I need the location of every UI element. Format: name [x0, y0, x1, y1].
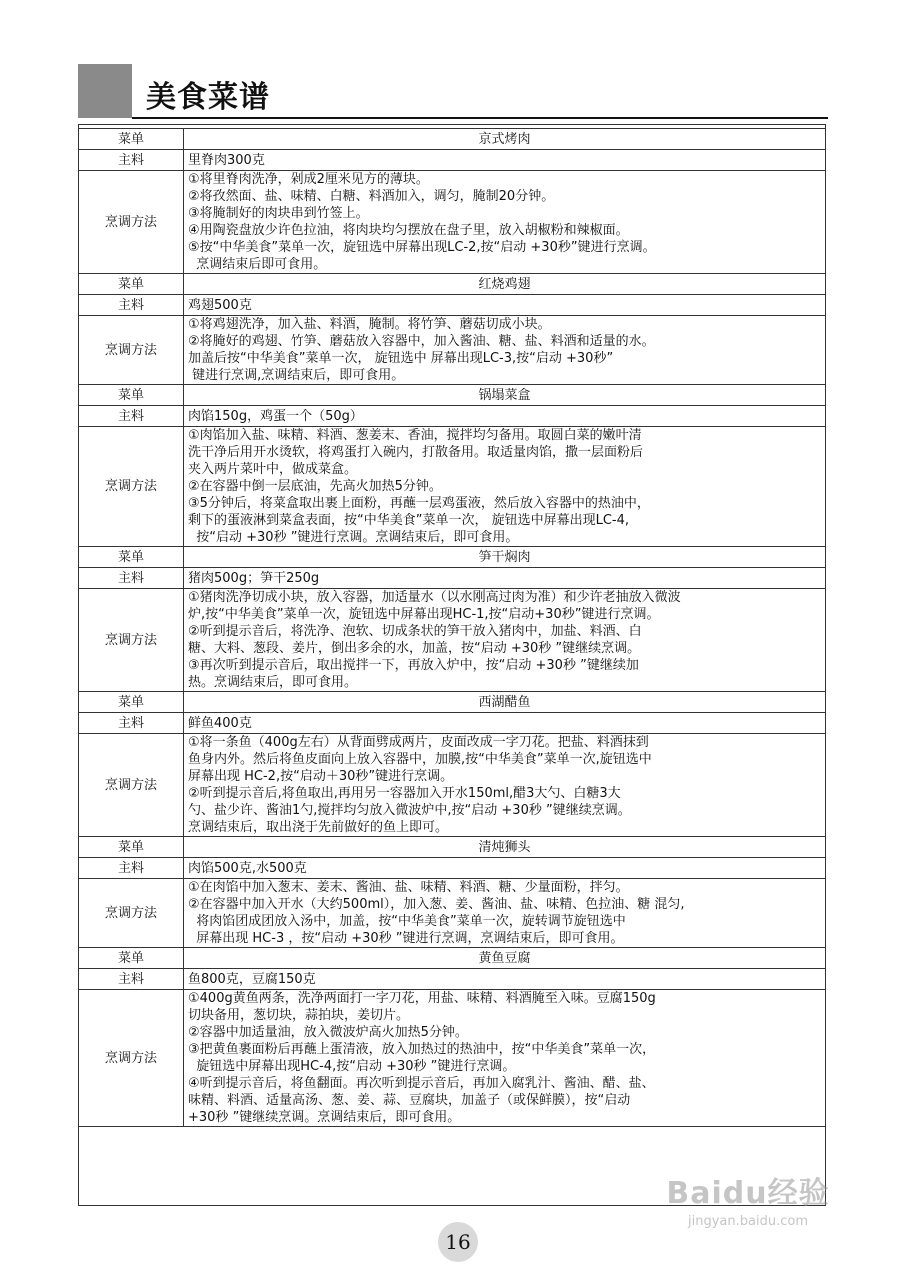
recipe-name: 京式烤肉	[184, 129, 826, 150]
main-ingredient-value: 里脊肉300克	[184, 150, 826, 171]
method-step-line: 将肉馅团成团放入汤中，加盖，按“中华美食”菜单一次，旋转调节旋钮选中	[188, 914, 626, 929]
method-step-line: 键进行烹调,烹调结束后，即可食用。	[188, 368, 405, 383]
main-ingredient-value: 鱼800克，豆腐150克	[184, 969, 826, 990]
method-label: 烹调方法	[79, 589, 184, 692]
method-steps	[184, 734, 826, 837]
method-step-line: ①将里脊肉洗净，剁成2厘米见方的薄块。	[188, 172, 429, 187]
main-ingredient-label: 主料	[79, 568, 184, 589]
recipe-name-row	[79, 129, 826, 150]
dish-label: 菜单	[79, 385, 184, 406]
recipe-main-row	[79, 969, 826, 990]
method-step-line: 按“启动 +30秒 ”键进行烹调。烹调结束后，即可食用。	[188, 530, 519, 545]
method-step-line: ④听到提示音后，将鱼翻面。再次听到提示音后，再加入腐乳汁、酱油、醋、盐、	[188, 1076, 655, 1091]
method-step-line: ③再次听到提示音后，取出搅拌一下，再放入炉中，按“启动 +30秒 ”键继续加	[188, 658, 639, 673]
recipe-method-row	[79, 589, 826, 692]
method-steps	[184, 171, 826, 274]
recipe-main-row	[79, 858, 826, 879]
recipe-table	[78, 128, 826, 1127]
recipe-main-row	[79, 568, 826, 589]
recipe-name: 西湖醋鱼	[184, 692, 826, 713]
method-step-line: ②听到提示音后,将鱼取出,再用另一容器加入开水150ml,醋3大勺、白糖3大	[188, 786, 621, 801]
watermark-url: jingyan.baidu.com	[688, 1214, 808, 1229]
method-label: 烹调方法	[79, 879, 184, 948]
page-number: 16	[438, 1222, 478, 1262]
recipe-name: 红烧鸡翅	[184, 274, 826, 295]
method-label: 烹调方法	[79, 427, 184, 547]
dish-label: 菜单	[79, 129, 184, 150]
method-step-line: +30秒 ”键继续烹调。烹调结束后，即可食用。	[188, 1110, 461, 1125]
main-ingredient-label: 主料	[79, 150, 184, 171]
method-label: 烹调方法	[79, 316, 184, 385]
method-step-line: 屏幕出现 HC-2,按“启动＋30秒”键进行烹调。	[188, 769, 454, 784]
page-header	[78, 64, 828, 120]
recipe-name-row	[79, 547, 826, 568]
dish-label: 菜单	[79, 547, 184, 568]
header-accent-block	[78, 64, 132, 118]
main-ingredient-label: 主料	[79, 713, 184, 734]
method-step-line: ⑤按“中华美食”菜单一次，旋钮选中屏幕出现LC-2,按“启动 +30秒”键进行烹调。	[188, 240, 656, 255]
method-label: 烹调方法	[79, 734, 184, 837]
main-ingredient-value: 鸡翅500克	[184, 295, 826, 316]
main-ingredient-label: 主料	[79, 969, 184, 990]
recipe-name-row	[79, 274, 826, 295]
main-ingredient-label: 主料	[79, 295, 184, 316]
method-step-line: 洗干净后用开水烫软，将鸡蛋打入碗内，打散备用。取适量肉馅，撒一层面粉后	[188, 445, 644, 460]
method-step-line: ①肉馅加入盐、味精、料酒、葱姜末、香油，搅拌均匀备用。取圆白菜的嫩叶清	[188, 428, 642, 443]
main-ingredient-label: 主料	[79, 406, 184, 427]
recipe-main-row	[79, 713, 826, 734]
recipe-main-row	[79, 150, 826, 171]
method-label: 烹调方法	[79, 990, 184, 1127]
method-step-line: ③5分钟后，将菜盒取出裹上面粉，再蘸一层鸡蛋液，然后放入容器中的热油中，	[188, 496, 650, 511]
method-step-line: ①400g黄鱼两条，洗净两面打一字刀花，用盐、味精、料酒腌至入味。豆腐150g	[188, 991, 656, 1006]
dish-label: 菜单	[79, 837, 184, 858]
method-step-line: ②在容器中加入开水（大约500ml），加入葱、姜、酱油、盐、味精、色拉油、糖 混匀,	[188, 897, 685, 912]
method-steps	[184, 990, 826, 1127]
method-step-line: ②容器中加适量油，放入微波炉高火加热5分钟。	[188, 1025, 468, 1040]
method-step-line: ①在肉馅中加入葱末、姜末、酱油、盐、味精、料酒、糖、少量面粉，拌匀。	[188, 880, 629, 895]
recipe-name-row	[79, 948, 826, 969]
main-ingredient-label: 主料	[79, 858, 184, 879]
method-step-line: 炉,按“中华美食”菜单一次，旋钮选中屏幕出现HC-1,按“启动+30秒”键进行烹调。	[188, 607, 660, 622]
method-step-line: ②将孜然面、盐、味精、白糖、料酒加入，调匀，腌制20分钟。	[188, 189, 555, 204]
method-step-line: ②在容器中倒一层底油，先高火加热5分钟。	[188, 479, 442, 494]
method-step-line: ②将腌好的鸡翅、竹笋、蘑菇放入容器中，加入酱油、糖、盐、料酒和适量的水。	[188, 334, 655, 349]
method-step-line: 旋钮选中屏幕出现HC-4,按“启动 +30秒 ”键进行烹调。	[188, 1059, 516, 1074]
recipe-method-row	[79, 990, 826, 1127]
recipe-method-row	[79, 879, 826, 948]
method-step-line: ④用陶瓷盘放少许色拉油，将肉块均匀摆放在盘子里，放入胡椒粉和辣椒面。	[188, 223, 629, 238]
method-step-line: ①将鸡翅洗净，加入盐、料酒，腌制。将竹笋、蘑菇切成小块。	[188, 317, 551, 332]
recipe-name-row	[79, 385, 826, 406]
recipe-method-row	[79, 427, 826, 547]
header-rule	[132, 117, 828, 119]
watermark-brand: Baidu经验	[666, 1176, 830, 1211]
method-step-line: 剩下的蛋液淋到菜盒表面，按“中华美食”菜单一次， 旋钮选中屏幕出现LC-4,	[188, 513, 630, 528]
main-ingredient-value: 鲜鱼400克	[184, 713, 826, 734]
method-steps	[184, 316, 826, 385]
method-step-line: ③把黄鱼裹面粉后再蘸上蛋清液，放入加热过的热油中，按“中华美食”菜单一次，	[188, 1042, 656, 1057]
method-steps	[184, 589, 826, 692]
method-step-line: 烹调结束后即可食用。	[188, 257, 327, 272]
method-steps	[184, 879, 826, 948]
method-step-line: ①猪肉洗净切成小块，放入容器，加适量水（以水刚高过肉为准）和少许老抽放入微波	[188, 590, 681, 605]
method-step-line: 味精、料酒、适量高汤、葱、姜、蒜、豆腐块，加盖子（或保鲜膜），按“启动	[188, 1093, 631, 1108]
recipe-name-row	[79, 692, 826, 713]
recipe-method-row	[79, 734, 826, 837]
recipe-name: 笋干焖肉	[184, 547, 826, 568]
recipe-name: 锅塌菜盒	[184, 385, 826, 406]
method-step-line: 鱼身内外。然后将鱼皮面向上放入容器中，加膜,按“中华美食”菜单一次,旋钮选中	[188, 752, 652, 767]
method-step-line: 糖、大料、葱段、姜片，倒出多余的水，加盖，按“启动 +30秒 ”键继续烹调。	[188, 641, 641, 656]
method-step-line: 夹入两片菜叶中，做成菜盒。	[188, 462, 358, 477]
dish-label: 菜单	[79, 948, 184, 969]
recipe-name-row	[79, 837, 826, 858]
recipe-method-row	[79, 316, 826, 385]
method-step-line: 热。烹调结束后，即可食用。	[188, 675, 358, 690]
method-step-line: ①将一条鱼（400g左右）从背面劈成两片，皮面改成一字刀花。把盐、料酒抹到	[188, 735, 649, 750]
method-step-line: ②听到提示音后，将洗净、泡软、切成条状的笋干放入猪肉中，加盐、料酒、白	[188, 624, 642, 639]
method-step-line: 加盖后按“中华美食”菜单一次， 旋钮选中 屏幕出现LC-3,按“启动 +30秒”	[188, 351, 614, 366]
dish-label: 菜单	[79, 692, 184, 713]
method-step-line: 烹调结束后，取出浇于先前做好的鱼上即可。	[188, 820, 449, 835]
recipe-name: 黄鱼豆腐	[184, 948, 826, 969]
method-step-line: 勺、盐少许、酱油1勺,搅拌均匀放入微波炉中,按“启动 +30秒 ”键继续烹调。	[188, 803, 631, 818]
recipe-main-row	[79, 406, 826, 427]
recipe-main-row	[79, 295, 826, 316]
recipe-name: 清炖狮头	[184, 837, 826, 858]
watermark	[648, 1168, 848, 1229]
method-steps	[184, 427, 826, 547]
main-ingredient-value: 肉馅500克,水500克	[184, 858, 826, 879]
recipe-method-row	[79, 171, 826, 274]
main-ingredient-value: 肉馅150g，鸡蛋一个（50g）	[184, 406, 826, 427]
main-ingredient-value: 猪肉500g；笋干250g	[184, 568, 826, 589]
method-step-line: 切块备用，葱切块，蒜拍块，姜切片。	[188, 1008, 410, 1023]
dish-label: 菜单	[79, 274, 184, 295]
method-label: 烹调方法	[79, 171, 184, 274]
method-step-line: 屏幕出现 HC-3 ，按“启动 +30秒 ”键进行烹调，烹调结束后，即可食用。	[188, 931, 624, 946]
page-title: 美食菜谱	[146, 80, 270, 115]
method-step-line: ③将腌制好的肉块串到竹签上。	[188, 206, 369, 221]
